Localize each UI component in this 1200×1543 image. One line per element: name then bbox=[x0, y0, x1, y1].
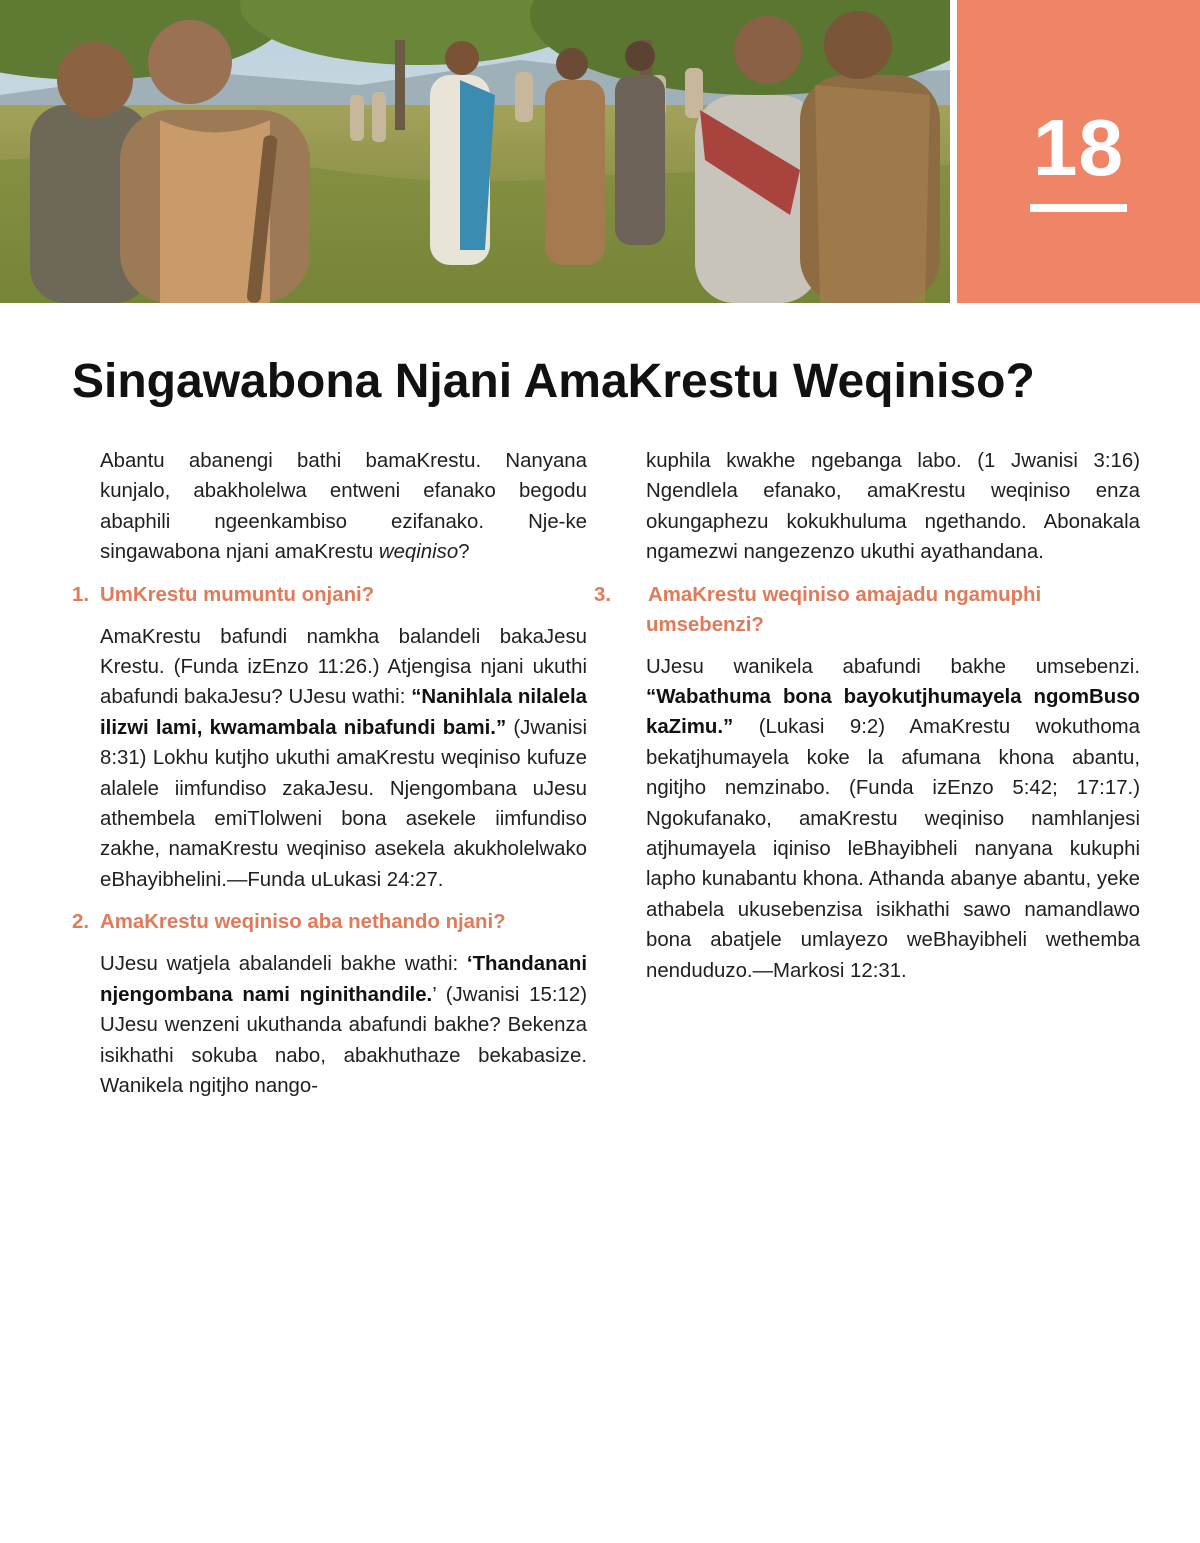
body-text: AmaKrestu bafundi namkha balandeli bakaJesu Krestu. (Funda izEnzo 11:26.) Atjengisa njani ukuthi abafundi bakaJesu? UJesu wathi: bbox=[100, 625, 587, 709]
section-2-continuation: kuphila kwakhe ngebanga labo. (1 Jwanisi 3:16) Ngendlela efanako, amaKrestu weqiniso enza okungaphezu kokukhuluma ngethando. Abonakala ngamezwi nangezenzo ukuthi ayathandana. bbox=[646, 450, 1140, 564]
question-text: AmaKrestu weqiniso amajadu ngamuphi umsebenzi? bbox=[646, 583, 1042, 636]
question-text: AmaKrestu weqiniso aba nethando njani? bbox=[100, 911, 506, 934]
section-3-paragraph bbox=[620, 652, 1140, 986]
page-title: Singawabona Njani AmaKrestu Weqiniso? bbox=[72, 355, 1035, 408]
body-text: UJesu wanikela abafundi bakhe umsebenzi. bbox=[646, 655, 1140, 678]
section-2-paragraph bbox=[72, 949, 587, 1101]
body-text: (Jwanisi 8:31) Lokhu kutjho ukuthi amaKrestu weqiniso kufuze alalele iimfundiso zakaJesu. Njengombana uJesu athembela emiTlolweni bona asekele iimfundiso zakhe, namaKrestu weqiniso asekela akukholelwako eBhayibhelini.—Funda uLukasi 24:27. bbox=[100, 716, 587, 891]
intro-text: Abantu abanengi bathi bamaKrestu. Nanyana kunjalo, abakholelwa entweni efanako begodu abaphili ngeenkambiso ezifanako. Nje-ke singawabona njani amaKrestu bbox=[100, 450, 587, 564]
question-text: UmKrestu mumuntu onjani? bbox=[100, 583, 375, 606]
right-column bbox=[594, 446, 1140, 986]
question-number: 2. bbox=[72, 911, 90, 934]
lesson-number-box bbox=[957, 0, 1200, 303]
question-number: 3. bbox=[594, 583, 612, 606]
question-number: 1. bbox=[72, 583, 90, 606]
section-1-paragraph bbox=[72, 622, 587, 896]
lesson-number-rule bbox=[1030, 204, 1127, 212]
hero-image bbox=[0, 0, 950, 303]
body-text: UJesu watjela abalandeli bakhe wathi: bbox=[100, 953, 467, 976]
question-heading-1 bbox=[72, 580, 587, 610]
question-heading-2 bbox=[72, 907, 587, 937]
body-text: ’ (Jwanisi 15:12) UJesu wenzeni ukuthanda abafundi bakhe? Bekenza isikhathi sokuba nabo, abakhuthaze bekabasize. Wanikela ngitjho nango- bbox=[100, 983, 587, 1097]
intro-text-end: ? bbox=[458, 541, 470, 564]
lesson-number: 18 bbox=[1033, 103, 1124, 192]
intro-paragraph bbox=[72, 446, 587, 568]
left-column bbox=[72, 446, 587, 1101]
question-heading-3 bbox=[594, 580, 1140, 640]
body-text: (Lukasi 9:2) AmaKrestu wokuthoma bekatjhumayela koke la afumana khona abantu, ngitjho nemzinabo. (Funda izEnzo 5:42; 17:17.) Ngokufanako, amaKrestu weqiniso namhlanjesi atjhumayela iqiniso leBhayibheli nanyana kukuphi lapho kunabantu khona. Athanda abanye abantu, yeke athabela ukusebenzisa isikhathi sawo namandlawo bona abatjele umlayezo weBhayibheli wethemba nenduduzo.—Markosi 12:31. bbox=[646, 716, 1140, 982]
scripture-quote: ‘Thandanani njengombana nami nginithandile. bbox=[100, 953, 587, 1006]
intro-emphasis: weqiniso bbox=[378, 541, 459, 564]
scripture-quote: “Nanihlala nilalela ilizwi lami, kwamambala nibafundi bami.” bbox=[100, 686, 588, 739]
scripture-quote: “Wabathuma bona bayokutjhumayela ngomBuso kaZimu.” bbox=[646, 686, 1140, 739]
